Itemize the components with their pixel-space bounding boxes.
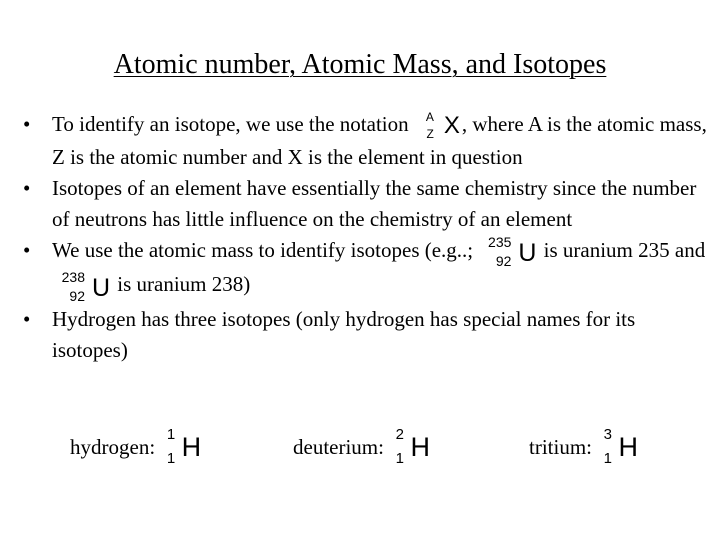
bullet-dot: •: [23, 112, 31, 136]
isotope-notation: [598, 428, 638, 466]
isotope-symbol: H: [410, 432, 430, 462]
isotope-symbol: U: [518, 239, 537, 268]
isotope-mass: 238: [61, 268, 85, 285]
isotope-notation-axz: [416, 110, 460, 142]
bullet-text: Hydrogen has three isotopes (only hydrogen has special names for its isotopes): [52, 306, 636, 362]
isotope-symbol: H: [618, 432, 638, 462]
isotope-number: 1: [603, 450, 612, 467]
isotope-uranium-238: [54, 270, 110, 304]
isotope-mass: 3: [603, 426, 612, 443]
bullet-item-atomic-mass: [23, 234, 712, 304]
bullet-dot: •: [23, 176, 31, 201]
hydrogen-isotope-tritium: [529, 428, 640, 466]
notation-mass: A: [425, 110, 434, 125]
bullet-text: To identify an isotope, we use the notation: [52, 112, 409, 136]
isotope-label: tritium:: [529, 434, 592, 459]
bullet-item-chemistry: [23, 173, 712, 235]
bullet-text: is uranium 235 and: [543, 238, 706, 263]
isotope-number: 92: [495, 253, 512, 270]
isotope-notation: [161, 428, 201, 466]
bullet-dot: •: [23, 306, 31, 331]
bullet-text: Isotopes of an element have essentially the same chemistry since the number of neutrons has little influence on the chemistry of an element: [52, 176, 697, 232]
hydrogen-isotope-deuterium: [293, 428, 432, 466]
isotope-number: 1: [395, 450, 404, 467]
isotope-number: 92: [69, 287, 85, 304]
bullet-text: , where A is the atomic mass, Z is the atomic number and X is the element in question: [52, 112, 707, 170]
bullet-item-notation: [23, 109, 712, 173]
isotope-notation: [390, 428, 430, 466]
bullet-list: [23, 109, 712, 366]
slide-title: [0, 47, 720, 83]
isotope-symbol: U: [91, 273, 110, 302]
isotope-mass: 1: [166, 426, 176, 443]
isotope-label: hydrogen:: [70, 434, 156, 459]
bullet-dot: •: [23, 238, 31, 263]
notation-number: Z: [426, 127, 434, 142]
notation-symbol: X: [443, 112, 460, 140]
bullet-text: We use the atomic mass to identify isotopes (e.g..;: [52, 238, 474, 263]
bullet-item-hydrogen: [23, 304, 712, 366]
hydrogen-isotope-protium: [70, 428, 203, 466]
isotope-symbol: H: [181, 432, 202, 462]
isotope-number: 1: [166, 450, 176, 467]
isotope-mass: 2: [395, 426, 404, 443]
isotope-mass: 235: [488, 234, 512, 251]
bullet-text: is uranium 238): [117, 272, 251, 297]
slide-title-text: Atomic number, Atomic Mass, and Isotopes: [113, 49, 607, 80]
isotope-uranium-235: [480, 235, 536, 269]
isotope-label: deuterium:: [293, 434, 384, 459]
